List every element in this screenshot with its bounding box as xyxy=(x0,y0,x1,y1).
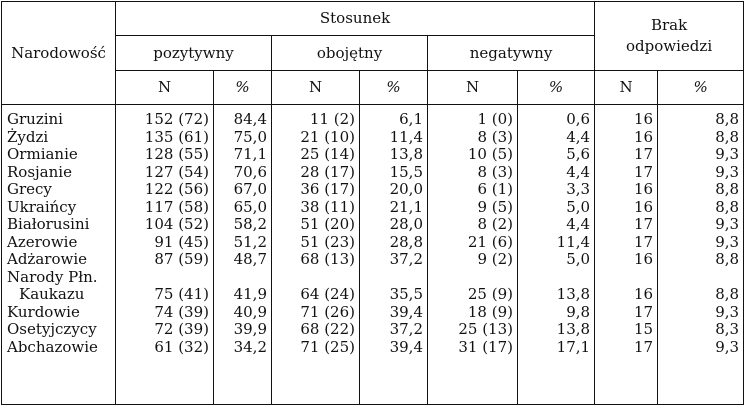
row-name: Azerowie xyxy=(7,232,78,251)
cell-value: 13,8 xyxy=(556,320,591,338)
cell-value: 0,6 xyxy=(566,110,591,128)
cell-value: 11,4 xyxy=(556,232,591,251)
col-negatywny-pct xyxy=(518,105,595,405)
cell-value: 71 (25) xyxy=(300,337,355,356)
cell-value: 127 (54) xyxy=(144,162,209,181)
cell-value: 135 (61) xyxy=(144,127,209,146)
cell-value: 72 (39) xyxy=(154,320,209,338)
cell-value: 28,8 xyxy=(389,232,423,251)
cell-value: 61 (32) xyxy=(154,337,209,356)
col-pozytywny-n xyxy=(116,105,214,405)
cell-value: 40,9 xyxy=(233,302,267,321)
cell-value: 117 (58) xyxy=(144,197,209,216)
cell-value: 5,6 xyxy=(566,145,591,163)
col-pozytywny-pct xyxy=(214,105,272,405)
cell-value: 71 (26) xyxy=(300,302,355,321)
cell-value: 35,5 xyxy=(389,285,423,303)
cell-value: 21 (10) xyxy=(300,127,355,146)
cell-value: 67,0 xyxy=(233,180,267,198)
names-column xyxy=(2,105,116,405)
cell-value: 16 xyxy=(633,110,654,128)
cell-value: 9,3 xyxy=(715,162,740,181)
cell-value: 31 (17) xyxy=(458,337,513,356)
header-negatywny: negatywny xyxy=(428,36,595,71)
cell-value: 39,9 xyxy=(233,320,267,338)
cell-value: 16 xyxy=(633,127,654,146)
data-table xyxy=(1,1,744,405)
cell-value: 65,0 xyxy=(233,197,267,216)
cell-value: 17,1 xyxy=(556,337,591,356)
cell-value: 8 (3) xyxy=(477,162,513,181)
cell-value: 64 (24) xyxy=(300,285,355,303)
cell-value: 5,0 xyxy=(566,197,591,216)
cell-value: 17 xyxy=(633,337,654,356)
row-name-line1: Narody Płn. xyxy=(7,267,98,286)
col-obojetny-n xyxy=(272,105,360,405)
cell-value: 28 (17) xyxy=(300,162,355,181)
row-name: Adżarowie xyxy=(7,250,87,268)
row-name: Kurdowie xyxy=(7,302,80,321)
cell-value: 6,1 xyxy=(399,110,423,128)
cell-value: 5,0 xyxy=(566,250,591,268)
cell-value: 16 xyxy=(633,285,654,303)
header-n-brak: N xyxy=(595,71,658,105)
cell-value: 25 (14) xyxy=(300,145,355,163)
col-brak-n xyxy=(595,105,658,405)
row-name: Ukraińcy xyxy=(7,197,77,216)
cell-value: 15 xyxy=(633,320,654,338)
row-name: Osetyjczycy xyxy=(7,320,97,338)
cell-value: 36 (17) xyxy=(300,180,355,198)
cell-value: 8,8 xyxy=(715,180,740,198)
header-brak-line2: odpowiedzi xyxy=(626,37,713,55)
row-gap xyxy=(518,269,594,287)
cell-value: 8,8 xyxy=(715,197,740,216)
cell-value: 68 (22) xyxy=(300,320,355,338)
cell-value: 51 (23) xyxy=(300,232,355,251)
cell-value: 1 (0) xyxy=(477,110,513,128)
cell-value: 16 xyxy=(633,250,654,268)
cell-value: 11,4 xyxy=(389,127,423,146)
cell-value: 38 (11) xyxy=(300,197,355,216)
row-name: Rosjanie xyxy=(7,162,72,181)
cell-value: 37,2 xyxy=(389,250,423,268)
row-name: Kaukazu xyxy=(19,285,85,303)
cell-value: 17 xyxy=(633,215,654,233)
header-narodowosc: Narodowość xyxy=(2,2,116,105)
cell-value: 152 (72) xyxy=(144,110,209,128)
cell-value: 4,4 xyxy=(566,162,591,181)
row-gap xyxy=(658,269,743,287)
row-name: Grecy xyxy=(7,180,52,198)
cell-value: 37,2 xyxy=(389,320,423,338)
cell-value: 68 (13) xyxy=(300,250,355,268)
cell-value: 51,2 xyxy=(233,232,267,251)
cell-value: 8,8 xyxy=(715,285,740,303)
cell-value: 17 xyxy=(633,232,654,251)
header-pct-pozytywny: % xyxy=(214,71,272,105)
cell-value: 10 (5) xyxy=(467,145,513,163)
cell-value: 4,4 xyxy=(566,127,591,146)
row-name: Białorusini xyxy=(7,215,90,233)
cell-value: 70,6 xyxy=(233,162,267,181)
cell-value: 8,8 xyxy=(715,250,740,268)
col-negatywny-n xyxy=(428,105,518,405)
cell-value: 11 (2) xyxy=(309,110,355,128)
cell-value: 13,8 xyxy=(556,285,591,303)
cell-value: 25 (9) xyxy=(467,285,513,303)
cell-value: 87 (59) xyxy=(154,250,209,268)
cell-value: 9 (5) xyxy=(477,197,513,216)
cell-value: 16 xyxy=(633,197,654,216)
row-gap xyxy=(595,269,657,287)
cell-value: 17 xyxy=(633,302,654,321)
header-pct-brak: % xyxy=(658,71,744,105)
header-stosunek: Stosunek xyxy=(116,2,595,36)
row-gap xyxy=(116,269,213,287)
cell-value: 39,4 xyxy=(389,302,423,321)
header-pct-obojetny: % xyxy=(360,71,428,105)
cell-value: 75,0 xyxy=(233,127,267,146)
cell-value: 8,3 xyxy=(715,320,740,338)
cell-value: 75 (41) xyxy=(154,285,209,303)
cell-value: 20,0 xyxy=(389,180,423,198)
row-gap xyxy=(272,269,359,287)
cell-value: 17 xyxy=(633,145,654,163)
cell-value: 8,8 xyxy=(715,110,740,128)
cell-value: 58,2 xyxy=(233,215,267,233)
cell-value: 104 (52) xyxy=(144,215,209,233)
cell-value: 9,3 xyxy=(715,215,740,233)
col-obojetny-pct xyxy=(360,105,428,405)
cell-value: 9,3 xyxy=(715,232,740,251)
cell-value: 48,7 xyxy=(233,250,267,268)
header-n-pozytywny: N xyxy=(116,71,214,105)
cell-value: 16 xyxy=(633,180,654,198)
header-obojetny: obojętny xyxy=(272,36,428,71)
cell-value: 18 (9) xyxy=(467,302,513,321)
cell-value: 4,4 xyxy=(566,215,591,233)
row-name: Abchazowie xyxy=(7,337,98,356)
cell-value: 9,3 xyxy=(715,302,740,321)
cell-value: 9,3 xyxy=(715,337,740,356)
cell-value: 84,4 xyxy=(233,110,267,128)
cell-value: 74 (39) xyxy=(154,302,209,321)
row-name: Ormianie xyxy=(7,145,78,163)
row-gap xyxy=(214,269,271,287)
cell-value: 25 (13) xyxy=(458,320,513,338)
cell-value: 6 (1) xyxy=(477,180,513,198)
cell-value: 9,3 xyxy=(715,145,740,163)
header-n-negatywny: N xyxy=(428,71,518,105)
row-gap xyxy=(360,269,427,287)
cell-value: 128 (55) xyxy=(144,145,209,163)
cell-value: 8 (2) xyxy=(477,215,513,233)
header-n-obojetny: N xyxy=(272,71,360,105)
header-pozytywny: pozytywny xyxy=(116,36,272,71)
cell-value: 39,4 xyxy=(389,337,423,356)
cell-value: 34,2 xyxy=(233,337,267,356)
cell-value: 21 (6) xyxy=(467,232,513,251)
cell-value: 15,5 xyxy=(389,162,423,181)
header-pct-negatywny: % xyxy=(518,71,595,105)
cell-value: 28,0 xyxy=(389,215,423,233)
cell-value: 91 (45) xyxy=(154,232,209,251)
row-name: Gruzini xyxy=(7,110,63,128)
row-name: Żydzi xyxy=(7,127,49,146)
row-gap xyxy=(428,269,517,287)
cell-value: 41,9 xyxy=(233,285,267,303)
col-brak-pct xyxy=(658,105,744,405)
cell-value: 17 xyxy=(633,162,654,181)
cell-value: 8,8 xyxy=(715,127,740,146)
cell-value: 21,1 xyxy=(389,197,423,216)
header-brak-line1: Brak xyxy=(650,16,688,34)
cell-value: 9,8 xyxy=(566,302,591,321)
cell-value: 3,3 xyxy=(566,180,591,198)
cell-value: 122 (56) xyxy=(144,180,209,198)
cell-value: 13,8 xyxy=(389,145,423,163)
cell-value: 71,1 xyxy=(233,145,267,163)
cell-value: 9 (2) xyxy=(477,250,513,268)
cell-value: 8 (3) xyxy=(477,127,513,146)
cell-value: 51 (20) xyxy=(300,215,355,233)
header-brak-odpowiedzi xyxy=(595,2,744,71)
